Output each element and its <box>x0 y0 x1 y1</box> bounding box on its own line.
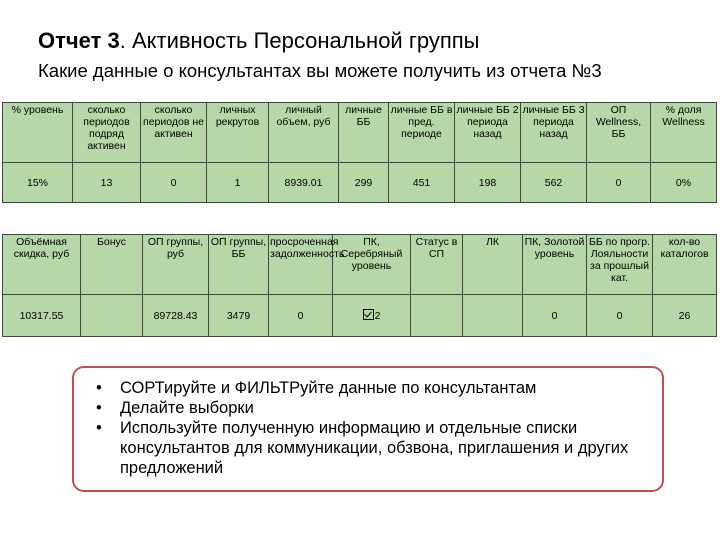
silver-level-value: 2 <box>374 310 381 322</box>
t2-value-cell: 26 <box>653 295 717 337</box>
tip-item: • Делайте выборки <box>120 398 652 418</box>
t2-header-cell: Статус в СП <box>411 235 463 295</box>
t1-value-cell: 13 <box>73 163 141 203</box>
t2-header-cell: Объёмная скидка, руб <box>3 235 81 295</box>
t1-header-cell: личные ББ 2 периода назад <box>455 103 521 163</box>
slide-subtitle: Какие данные о консультантах вы можете получить из отчета №3 <box>38 60 602 81</box>
t2-value-cell <box>411 295 463 337</box>
t2-header-cell: ОП группы, ББ <box>209 235 269 295</box>
t2-value-cell: 0 <box>269 295 333 337</box>
t1-value-cell: 198 <box>455 163 521 203</box>
t2-header-cell: ПК, Серебряный уровень <box>333 235 411 295</box>
t2-value-cell: 3479 <box>209 295 269 337</box>
t2-value-cell: 0 <box>587 295 653 337</box>
t1-value-cell: 562 <box>521 163 587 203</box>
t1-header-cell: сколько периодов подряд активен <box>73 103 141 163</box>
t2-value-cell <box>81 295 143 337</box>
t1-header-cell: личных рекрутов <box>207 103 269 163</box>
t2-header-cell: кол-во каталогов <box>653 235 717 295</box>
t2-value-cell: 89728.43 <box>143 295 209 337</box>
report-table-2 <box>2 234 717 337</box>
t2-header-cell: ОП группы, руб <box>143 235 209 295</box>
title-rest: . Активность Персональной группы <box>119 28 480 53</box>
t2-header-cell: Бонус <box>81 235 143 295</box>
tip-item: • СОРТируйте и ФИЛЬТРуйте данные по консультантам <box>120 378 652 398</box>
t1-header-cell: личные ББ в пред. периоде <box>389 103 455 163</box>
checkbox-icon <box>363 309 374 320</box>
t2-value-cell <box>463 295 523 337</box>
t1-header-cell: % уровень <box>3 103 73 163</box>
slide-title <box>38 28 479 54</box>
tips-callout <box>72 366 664 492</box>
t1-value-cell: 0% <box>651 163 717 203</box>
t1-header-cell: % доля Wellness <box>651 103 717 163</box>
report-table-1 <box>2 102 717 203</box>
t2-header-cell: ПК, Золотой уровень <box>523 235 587 295</box>
t1-header-cell: сколько периодов не активен <box>141 103 207 163</box>
tips-list <box>120 378 652 478</box>
t2-header-cell: ЛК <box>463 235 523 295</box>
t1-value-cell: 0 <box>141 163 207 203</box>
t2-header-cell: ББ по прогр. Лояльности за прошлый кат. <box>587 235 653 295</box>
t1-header-cell: личные ББ <box>339 103 389 163</box>
t1-value-cell: 15% <box>3 163 73 203</box>
t1-header-cell: личные ББ 3 периода назад <box>521 103 587 163</box>
t2-header-cell: просроченная задолженность <box>269 235 333 295</box>
t1-header-cell: личный объем, руб <box>269 103 339 163</box>
t1-value-cell: 8939.01 <box>269 163 339 203</box>
t2-value-cell <box>333 295 411 337</box>
t1-value-cell: 451 <box>389 163 455 203</box>
t1-value-cell: 0 <box>587 163 651 203</box>
t2-value-cell: 0 <box>523 295 587 337</box>
t1-value-cell: 299 <box>339 163 389 203</box>
tip-item: • Используйте полученную информацию и отдельные списки консультантов для коммуникации, обзвона, приглашения и других предложений <box>120 418 652 478</box>
t1-value-cell: 1 <box>207 163 269 203</box>
t2-value-cell: 10317.55 <box>3 295 81 337</box>
title-bold: Отчет 3 <box>38 28 120 53</box>
t1-header-cell: ОП Wellness, ББ <box>587 103 651 163</box>
